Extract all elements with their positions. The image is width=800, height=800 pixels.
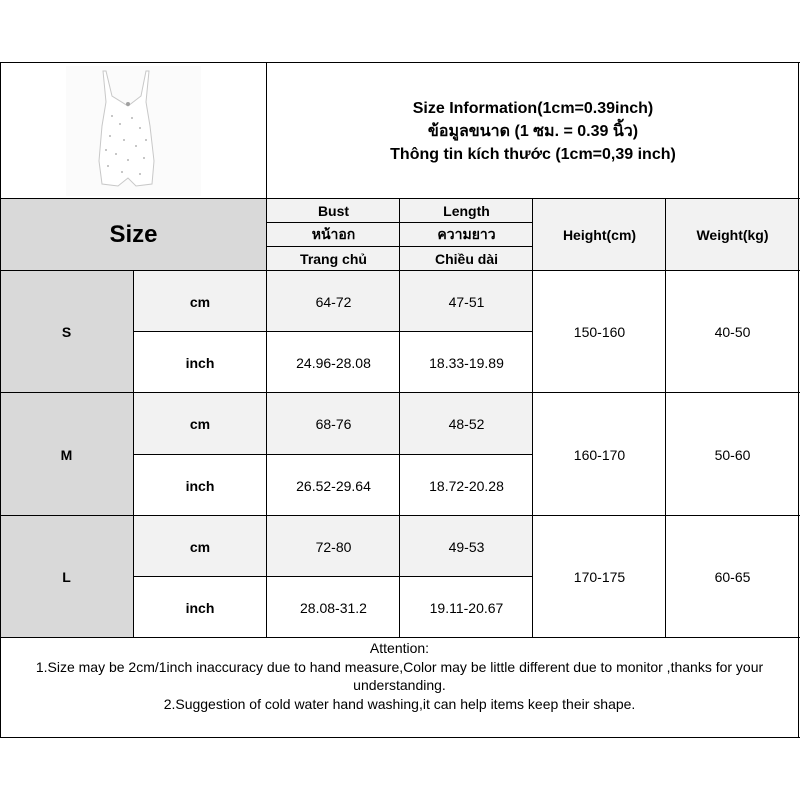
grid-line — [532, 198, 533, 638]
size-l-weight: 60-65 — [714, 569, 751, 585]
size-m-weight: 50-60 — [714, 446, 751, 463]
size-s-inch-bust: 24.96-28.08 — [296, 354, 371, 371]
size-s-weight: 40-50 — [714, 324, 751, 340]
size-m-cm-length: 48-52 — [400, 393, 533, 455]
size-s-label: S — [0, 271, 133, 393]
grid-line — [399, 198, 400, 638]
size-l-inch-unit: inch — [185, 599, 215, 616]
size-l-inch-bust: 28.08-31.2 — [300, 599, 367, 616]
size-l-cm-length: 49-53 — [400, 516, 533, 577]
size-l-inch-length: 19.11-20.67 — [429, 599, 504, 616]
grid-line — [267, 246, 533, 247]
note-line-1-continued: understanding. — [353, 677, 446, 693]
size-m-inch-length: 18.72-20.28 — [429, 477, 504, 494]
grid-line — [266, 62, 267, 638]
size-s-inch-unit: inch — [185, 354, 215, 371]
header-line-english: Size Information(1cm=0.39inch) — [412, 99, 654, 117]
note-line-1: 1.Size may be 2cm/1inch inaccuracy due to hand measure,Color may be little different due to monitor ,thanks for your — [35, 658, 764, 675]
header-line-thai: ข้อมูลขนาด (1 ซม. = 0.39 นิ้ว) — [427, 122, 639, 140]
size-m-cm-unit: cm — [133, 393, 267, 455]
size-s-cm-unit: cm — [133, 271, 267, 332]
length-header-th: ความยาว — [400, 223, 533, 247]
grid-line — [267, 222, 533, 223]
grid-line — [0, 515, 800, 516]
size-l-height: 170-175 — [573, 569, 626, 585]
attention-notes — [0, 638, 799, 738]
size-m-inch-unit: inch — [185, 477, 215, 494]
grid-line — [133, 454, 533, 455]
size-m-inch-bust: 26.52-29.64 — [296, 477, 371, 494]
size-m-cm-bust: 68-76 — [267, 393, 400, 455]
size-m-label: M — [0, 393, 133, 516]
bust-header-vi: Trang chủ — [267, 247, 400, 271]
size-information-header — [267, 63, 799, 199]
size-s-cm-length: 47-51 — [400, 271, 533, 332]
grid-line — [798, 62, 799, 738]
size-l-cm-unit: cm — [133, 516, 267, 577]
size-column-header: Size — [0, 199, 267, 271]
bust-header-th: หน้าอก — [267, 223, 400, 247]
weight-header: Weight(kg) — [666, 199, 799, 271]
grid-line — [133, 270, 134, 638]
grid-line — [0, 392, 800, 393]
size-l-label: L — [0, 516, 133, 638]
product-image — [66, 66, 201, 196]
grid-line — [0, 270, 800, 271]
grid-line — [133, 576, 533, 577]
size-s-inch-length: 18.33-19.89 — [429, 354, 504, 371]
header-line-vietnamese: Thông tin kích thước (1cm=0,39 inch) — [390, 145, 676, 163]
size-s-height: 150-160 — [573, 324, 626, 340]
size-m-height: 160-170 — [573, 446, 626, 463]
length-header-vi: Chiều dài — [400, 247, 533, 271]
size-l-cm-bust: 72-80 — [267, 516, 400, 577]
size-s-cm-bust: 64-72 — [267, 271, 400, 332]
grid-line — [0, 62, 1, 738]
length-header-en: Length — [400, 199, 533, 223]
grid-line — [0, 198, 800, 199]
attention-title: Attention: — [369, 640, 430, 656]
grid-line — [665, 198, 666, 638]
bodysuit-illustration — [66, 66, 201, 196]
bust-header-en: Bust — [267, 199, 400, 223]
note-line-2: 2.Suggestion of cold water hand washing,it can help items keep their shape. — [163, 695, 636, 712]
grid-line — [133, 331, 533, 332]
height-header: Height(cm) — [533, 199, 666, 271]
grid-line — [0, 62, 800, 63]
